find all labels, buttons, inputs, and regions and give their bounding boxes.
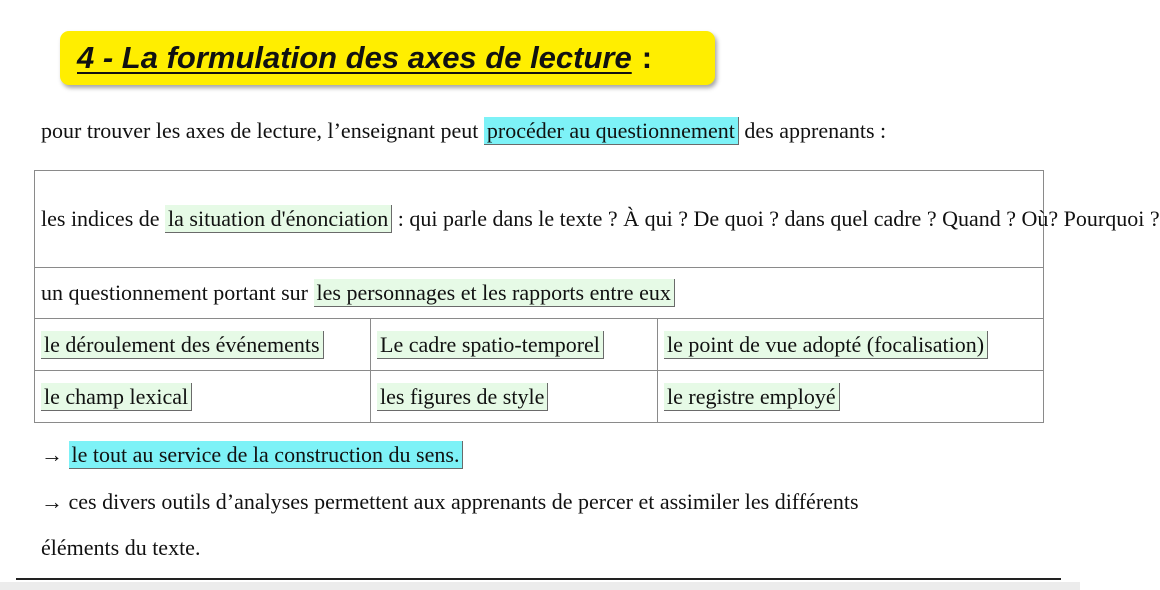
enunciation-text-before: les indices de bbox=[41, 206, 166, 231]
register-item: le registre employé bbox=[664, 383, 840, 411]
table-cell bbox=[371, 319, 658, 371]
table-cell bbox=[658, 371, 1044, 423]
intro-text-before: pour trouver les axes de lecture, l’enseignant peut bbox=[41, 118, 484, 143]
events-item: le déroulement des événements bbox=[41, 331, 324, 359]
enunciation-questions: : qui parle dans le texte ? À qui ? De quoi ? dans quel cadre ? Quand ? Où? Pourquoi ? bbox=[392, 206, 1160, 231]
setting-item: Le cadre spatio-temporel bbox=[377, 331, 604, 359]
enunciation-cell bbox=[35, 171, 1160, 268]
table-cell bbox=[35, 371, 371, 423]
table-cell bbox=[35, 319, 371, 371]
reading-axes-table bbox=[34, 170, 1160, 423]
table-row bbox=[35, 171, 1044, 268]
figures-of-style-item: les figures de style bbox=[377, 383, 548, 411]
conclusion-highlight: le tout au service de la construction du sens. bbox=[69, 441, 464, 469]
conclusion-line-2: → ces divers outils d’analyses permettent aux apprenants de percer et assimiler les différents bbox=[41, 489, 859, 514]
section-title: 4 - La formulation des axes de lecture bbox=[77, 40, 632, 75]
arrow-icon: → bbox=[41, 442, 63, 467]
table-cell bbox=[658, 319, 1044, 371]
bottom-divider bbox=[16, 578, 1061, 580]
enunciation-highlight: la situation d'énonciation bbox=[165, 205, 392, 233]
lexical-field-item: le champ lexical bbox=[41, 383, 192, 411]
table-cell bbox=[371, 371, 658, 423]
intro-text-after: des apprenants : bbox=[738, 118, 887, 143]
characters-text-before: un questionnement portant sur bbox=[41, 280, 314, 305]
table-row bbox=[35, 268, 1044, 319]
section-title-colon: : bbox=[641, 40, 653, 75]
page-edge bbox=[0, 582, 1080, 590]
conclusion-line-1 bbox=[41, 440, 463, 470]
section-title-box bbox=[60, 31, 715, 85]
characters-cell bbox=[35, 268, 1044, 319]
table-row bbox=[35, 319, 1044, 371]
point-of-view-item: le point de vue adopté (focalisation) bbox=[664, 331, 988, 359]
intro-paragraph bbox=[41, 116, 886, 146]
conclusion-line-3: éléments du texte. bbox=[41, 535, 201, 560]
table-row bbox=[35, 371, 1044, 423]
intro-highlight: procéder au questionnement bbox=[484, 117, 739, 145]
characters-highlight: les personnages et les rapports entre eux bbox=[314, 279, 675, 307]
